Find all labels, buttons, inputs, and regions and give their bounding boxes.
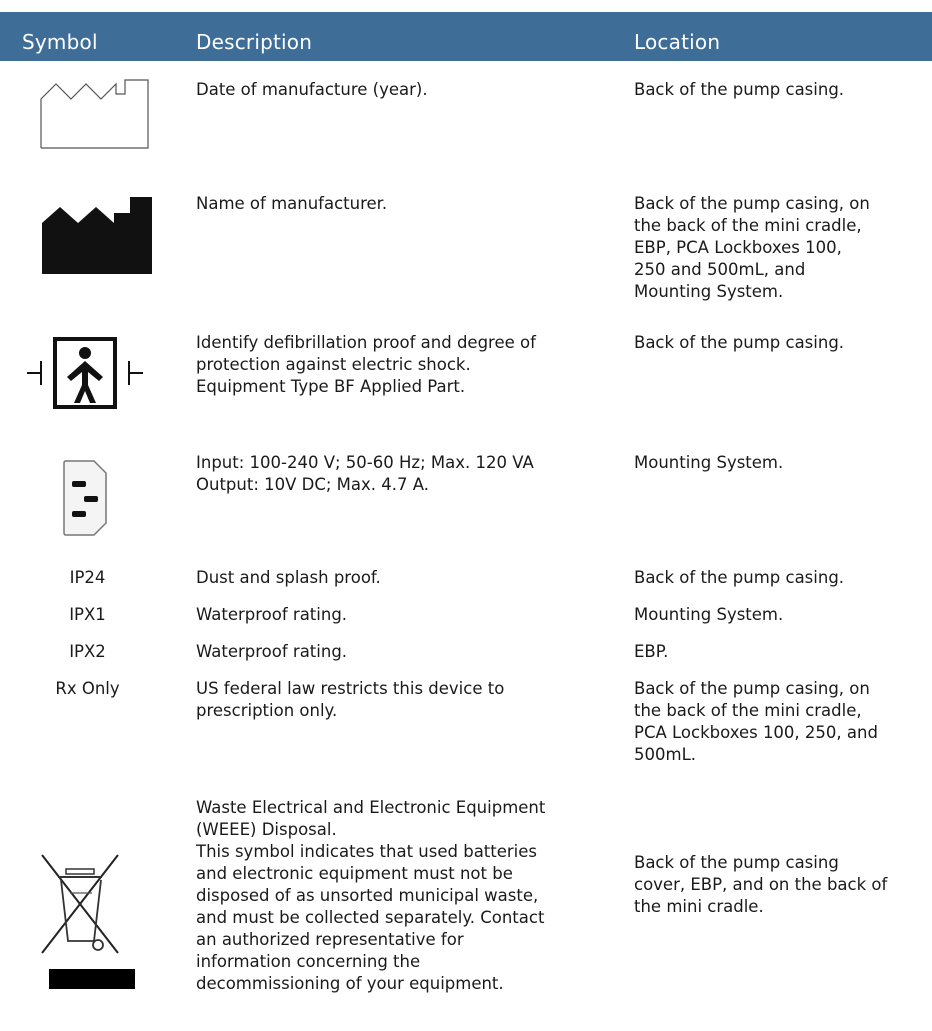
symbol-text: Rx Only (55, 679, 120, 698)
description: Input: 100-240 V; 50-60 Hz; Max. 120 VA Output: 10V DC; Max. 4.7 A. (196, 453, 534, 494)
symbol-text: IP24 (69, 568, 106, 587)
description: Waterproof rating. (196, 605, 348, 624)
location: Back of the pump casing, on the back of the mini cradle, PCA Lockboxes 100, 250, and 500mL. (634, 679, 878, 764)
location: Back of the pump casing. (634, 568, 845, 587)
top-margin (0, 0, 932, 12)
header-symbol: Symbol (22, 30, 98, 54)
location: Mounting System. (634, 453, 784, 472)
symbol-text: IPX1 (69, 605, 106, 624)
description: Identify defibrillation proof and degree of protection against electric shock. Equipment Type BF Applied Part. (196, 333, 536, 396)
date-of-manufacture-icon (40, 79, 150, 149)
description: Waste Electrical and Electronic Equipment (WEEE) Disposal. This symbol indicates that used batteries and electronic equipment must not be disposed of as unsorted municipal waste, and must be collected separately. Contact an authorized representative for information concerning the decommissioning of your equipment. (196, 798, 546, 993)
location: Back of the pump casing cover, EBP, and on the back of the mini cradle. (634, 853, 888, 916)
header-description: Description (196, 30, 313, 54)
manufacturer-icon (42, 197, 154, 275)
defibrillation-proof-type-bf-icon (27, 337, 143, 409)
description: Date of manufacture (year). (196, 80, 428, 99)
description: US federal law restricts this device to prescription only. (196, 679, 505, 720)
symbol-text: IPX2 (69, 642, 106, 661)
location: Back of the pump casing. (634, 80, 845, 99)
description: Waterproof rating. (196, 642, 348, 661)
location: EBP. (634, 642, 669, 661)
table-header (0, 12, 932, 61)
weee-disposal-icon (40, 853, 136, 993)
description: Name of manufacturer. (196, 194, 388, 213)
location: Back of the pump casing. (634, 333, 845, 352)
power-inlet-icon (62, 459, 108, 537)
header-location: Location (634, 30, 721, 54)
location: Back of the pump casing, on the back of the mini cradle, EBP, PCA Lockboxes 100, 250 and 500mL, and Mounting System. (634, 194, 870, 301)
location: Mounting System. (634, 605, 784, 624)
description: Dust and splash proof. (196, 568, 381, 587)
